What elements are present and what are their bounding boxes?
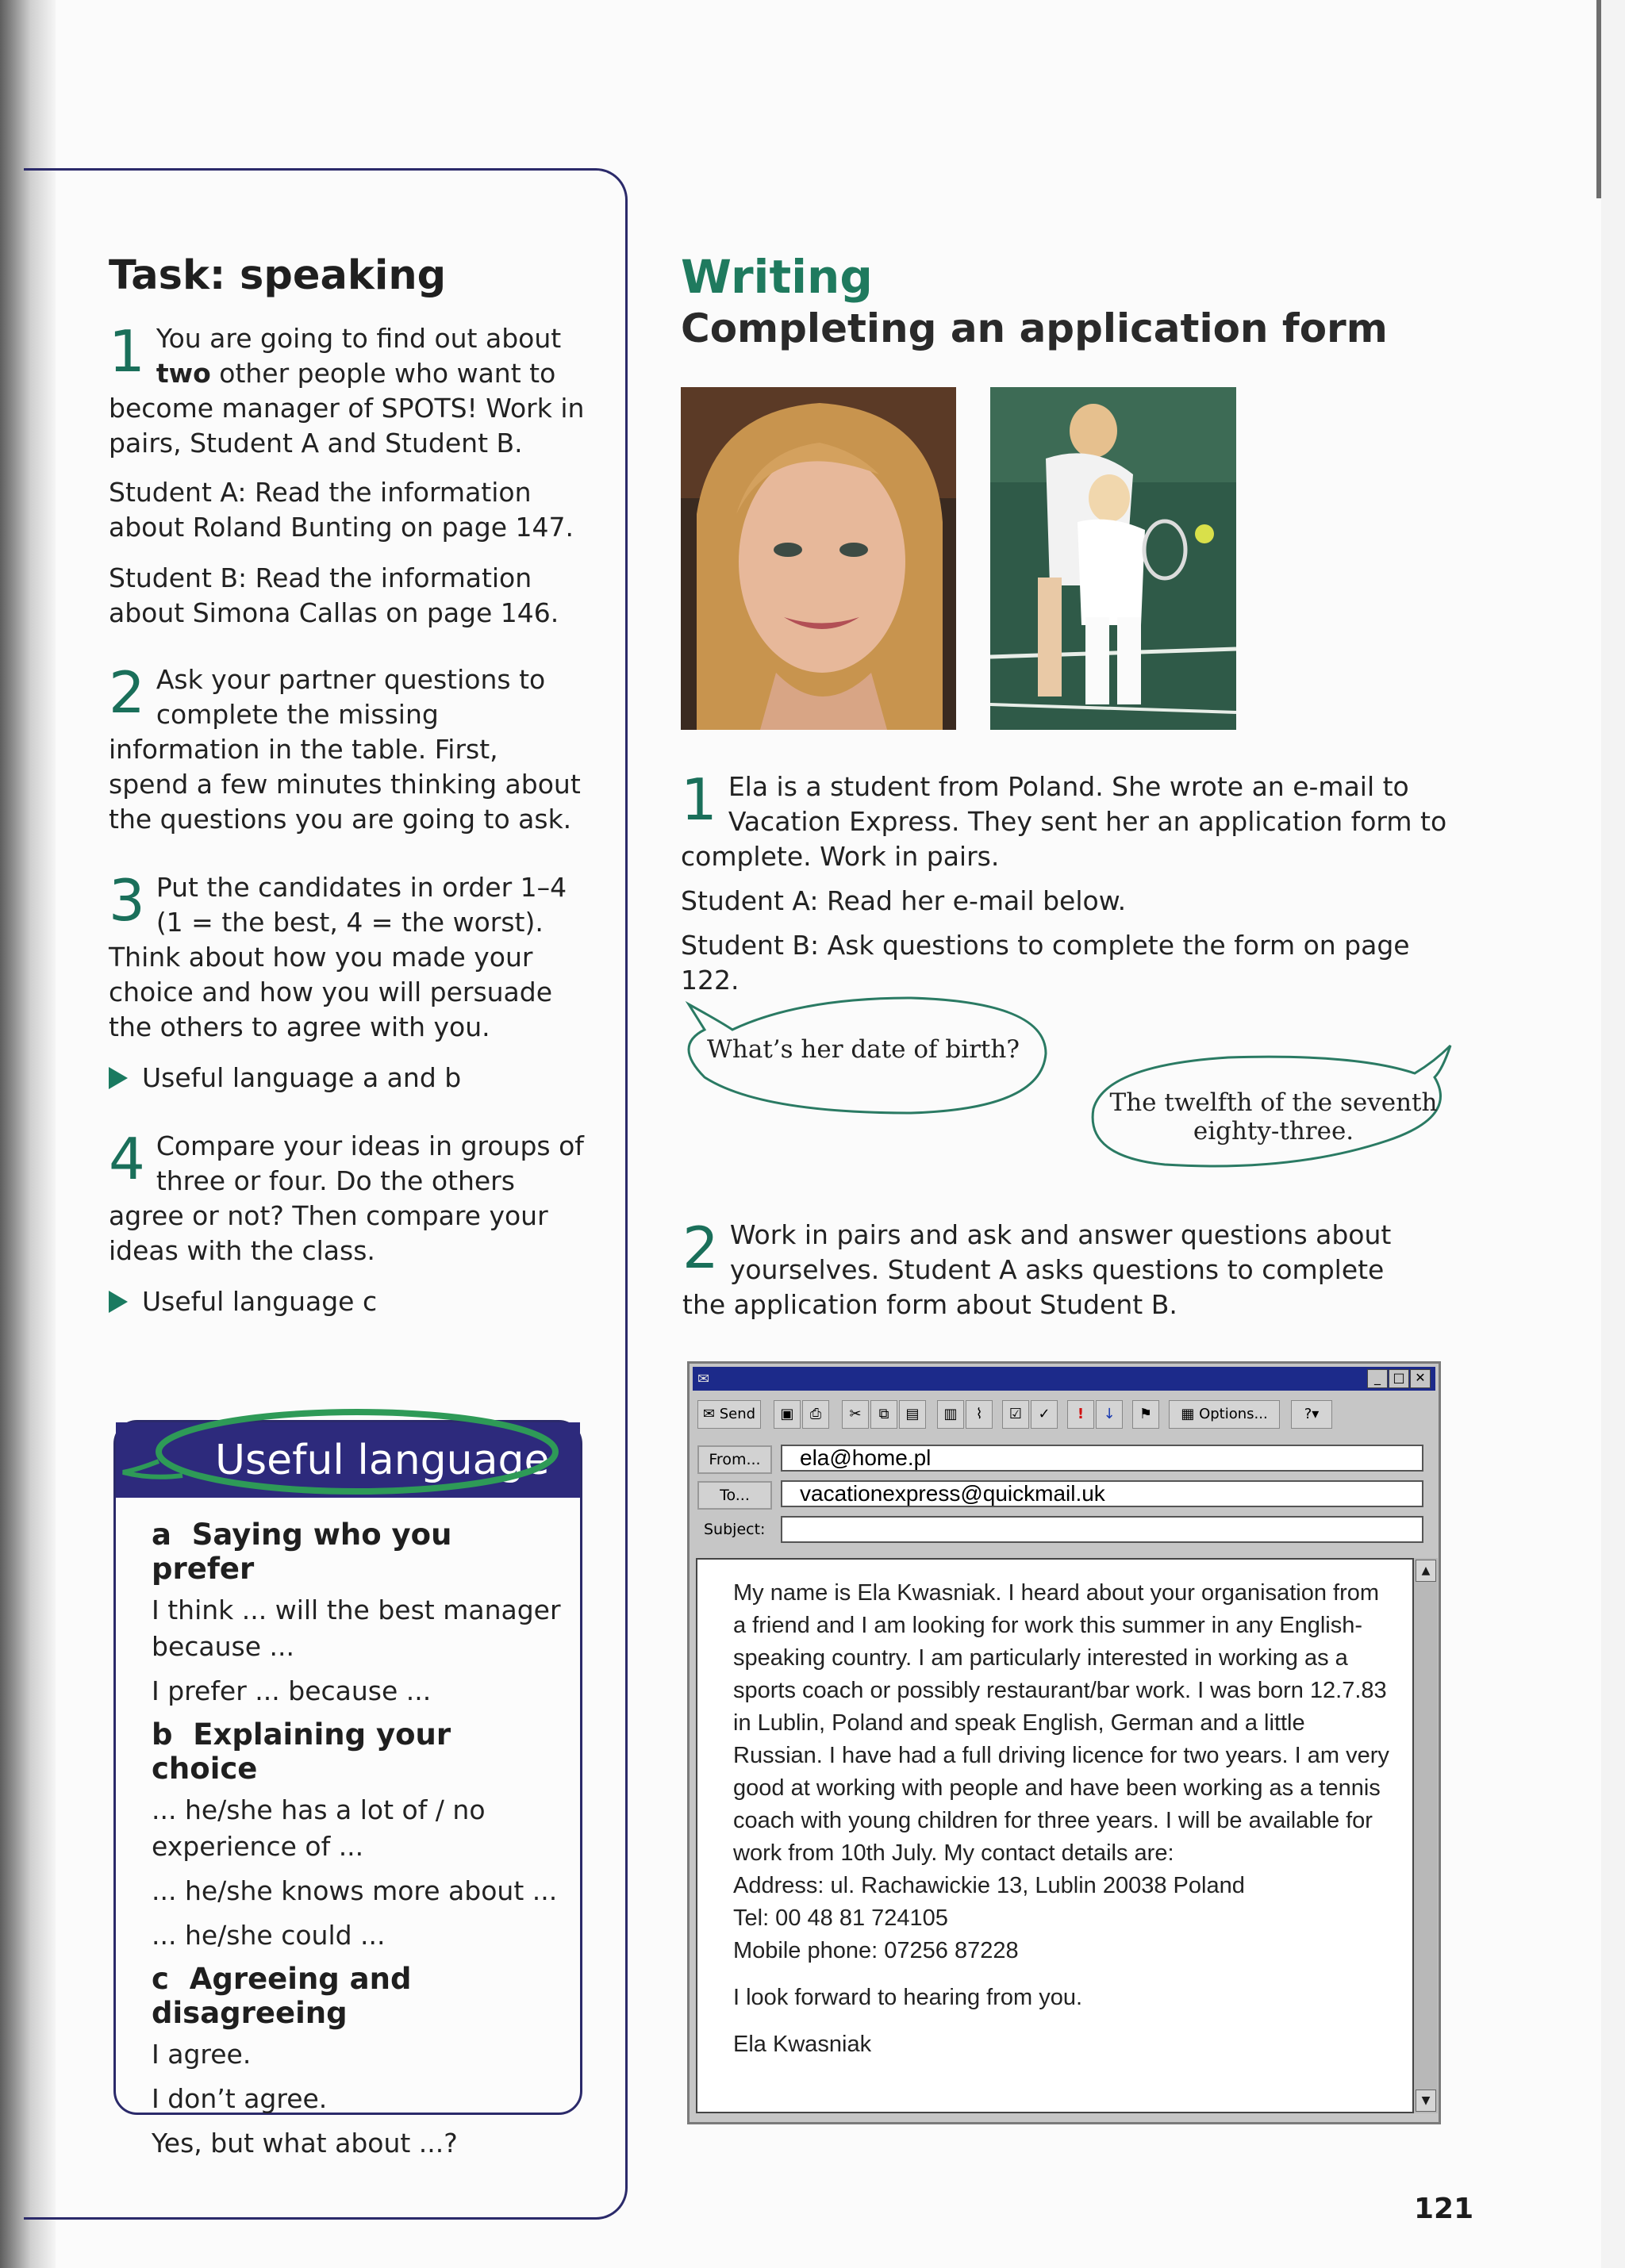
- arrow-right-icon: [109, 1067, 128, 1089]
- exercise-number: 2: [682, 1215, 719, 1281]
- answer-line-1: The twelfth of the seventh: [1109, 1088, 1438, 1117]
- send-icon: ✉: [702, 1406, 715, 1422]
- task-title: Task: speaking: [109, 252, 447, 299]
- useful-language-ref-ab: [109, 1061, 585, 1096]
- scroll-up-icon[interactable]: ▲: [1416, 1560, 1436, 1582]
- section-letter: c: [152, 1962, 169, 1996]
- section-letter: a: [152, 1518, 171, 1552]
- close-button[interactable]: ✕: [1410, 1369, 1431, 1388]
- subject-field[interactable]: [781, 1516, 1423, 1543]
- email-body-text: [733, 1577, 1392, 2061]
- phrase-item: I think ... will the best manager because ...: [152, 1595, 561, 1662]
- answer-line-2: eighty-three.: [1193, 1117, 1354, 1146]
- arrow-right-icon: [109, 1291, 128, 1313]
- phrase-item: I prefer ... because ...: [152, 1675, 432, 1706]
- email-body[interactable]: [696, 1558, 1414, 2113]
- useful-language-box: [113, 1420, 582, 2159]
- student-b-instruction: Student B: Read the information about Simona Callas on page 146.: [109, 562, 559, 628]
- portrait-photo: [681, 387, 956, 730]
- page-edge: [1601, 0, 1625, 2268]
- address-book-icon[interactable]: ▥: [937, 1400, 964, 1429]
- phrase-item: Yes, but what about ...?: [152, 2128, 458, 2159]
- task-step-3: [109, 867, 585, 1045]
- step-number: 2: [109, 659, 145, 726]
- help-icon[interactable]: ?▾: [1291, 1400, 1332, 1429]
- options-icon: ▦: [1181, 1406, 1195, 1422]
- task-step-1: [109, 318, 585, 461]
- phrase-item: I don’t agree.: [152, 2083, 328, 2114]
- section-letter: b: [152, 1717, 173, 1752]
- step-3-text: Put the candidates in order 1–4 (1 = the best, 4 = the worst). Think about how you made your choice and how you will persuade the others to agree with you.: [109, 872, 567, 1042]
- to-field[interactable]: vacationexpress@quickmail.uk: [781, 1480, 1423, 1507]
- vertical-scrollbar[interactable]: [1414, 1558, 1438, 2113]
- exercise-1-student-b: Student B: Ask questions to complete the form on page 122.: [681, 930, 1410, 996]
- task-step-2: [109, 659, 585, 837]
- email-paragraph: My name is Ela Kwasniak. I heard about your organisation from a friend and I am looking for work this summer in any English-speaking country. I am particularly interested in working as a sports coach or possibly restaurant/bar work. I was born 12.7.83 in Lublin, Poland and speak English, German and a little Russian. I have had a full driving licence for two years. I am very good at working with people and have been working as a tennis coach with young children for three years. I will be available for work from 10th July. My contact details are:: [733, 1580, 1389, 1866]
- step-1-text-b: other people who want to become manager of SPOTS! Work in pairs, Student A and Student B.: [109, 358, 585, 459]
- send-label: Send: [719, 1406, 756, 1422]
- step-1-text-a: You are going to find out about: [156, 323, 562, 354]
- step-number: 4: [109, 1126, 145, 1192]
- section-a-heading: [152, 1518, 564, 1586]
- flag-icon[interactable]: ⚑: [1132, 1400, 1159, 1429]
- email-closing: I look forward to hearing from you.: [733, 1985, 1083, 2010]
- email-signature: Ela Kwasniak: [733, 2032, 872, 2057]
- high-importance-icon[interactable]: !: [1067, 1400, 1094, 1429]
- minimize-button[interactable]: _: [1367, 1369, 1388, 1388]
- email-tel-line: Tel: 00 48 81 724105: [733, 1905, 948, 1931]
- section-c-heading: [152, 1962, 564, 2030]
- exercise-1-student-a: Student A: Read her e-mail below.: [681, 885, 1127, 916]
- step-1-bold: two: [156, 358, 211, 389]
- page-number: 121: [1414, 2193, 1474, 2225]
- exercise-1-body: [681, 766, 1474, 874]
- maximize-button[interactable]: □: [1389, 1369, 1409, 1388]
- useful-language-ref-label: Useful language a and b: [142, 1062, 462, 1093]
- step-1-text: [109, 318, 585, 461]
- page-edge-mark: [1596, 0, 1601, 198]
- writing-heading: Writing: [681, 250, 873, 304]
- email-mobile-line: Mobile phone: 07256 87228: [733, 1938, 1019, 1963]
- phrase-item: ... he/she could ...: [152, 1920, 386, 1951]
- exercise-2-text: Work in pairs and ask and answer questions about yourselves. Student A asks questions to complete the application form about Student B.: [682, 1219, 1392, 1320]
- envelope-icon: ✉: [697, 1371, 710, 1387]
- step-4-text: Compare your ideas in groups of three or four. Do the others agree or not? Then compare your ideas with the class.: [109, 1130, 584, 1266]
- paste-icon[interactable]: ▤: [899, 1400, 926, 1429]
- speech-bubble-question: What’s her date of birth?: [707, 1035, 1020, 1064]
- exercise-number: 1: [681, 766, 717, 833]
- options-label: Options...: [1199, 1406, 1268, 1422]
- phrase-item: ... he/she has a lot of / no experience of ...: [152, 1794, 486, 1862]
- student-a-instruction: Student A: Read the information about Roland Bunting on page 147.: [109, 477, 574, 543]
- email-toolbar: [694, 1397, 1432, 1432]
- task-step-4: [109, 1126, 585, 1268]
- spelling-icon[interactable]: ✓: [1031, 1400, 1058, 1429]
- step-2-text: Ask your partner questions to complete the missing information in the table. First, spend a few minutes thinking about the questions you are going to ask.: [109, 664, 581, 835]
- task-section: [109, 252, 585, 1319]
- attach-icon[interactable]: ⌇: [966, 1400, 993, 1429]
- useful-language-ref-label: Useful language c: [142, 1286, 378, 1317]
- cut-icon[interactable]: ✂: [842, 1400, 869, 1429]
- step-number: 1: [109, 318, 145, 385]
- step-number: 3: [109, 867, 145, 934]
- phrase-item: I agree.: [152, 2039, 252, 2070]
- from-button[interactable]: From...: [697, 1445, 772, 1474]
- phrase-item: ... he/she knows more about ...: [152, 1875, 558, 1906]
- section-c-label: Agreeing and disagreeing: [152, 1962, 412, 2030]
- subject-label: Subject:: [704, 1521, 766, 1538]
- exercise-1-text: Ela is a student from Poland. She wrote an e-mail to Vacation Express. They sent her an application form to complete. Work in pairs.: [681, 771, 1447, 872]
- to-button[interactable]: To...: [697, 1481, 772, 1510]
- useful-language-ref-c: [109, 1284, 585, 1319]
- section-b-label: Explaining your choice: [152, 1717, 451, 1786]
- email-window: [687, 1361, 1441, 2124]
- options-button[interactable]: [1169, 1400, 1280, 1429]
- scroll-down-icon[interactable]: ▼: [1416, 2090, 1436, 2112]
- speech-bubble-answer: [1095, 1088, 1452, 1146]
- title-swoosh-decoration: [111, 1396, 571, 1515]
- section-a-label: Saying who you prefer: [152, 1518, 452, 1586]
- low-importance-icon[interactable]: ↓: [1096, 1400, 1123, 1429]
- tennis-coach-photo: [990, 387, 1236, 730]
- exercise-1: [681, 766, 1474, 998]
- section-b-heading: [152, 1717, 564, 1786]
- send-button[interactable]: [697, 1400, 761, 1429]
- copy-icon[interactable]: ⧉: [870, 1400, 897, 1429]
- writing-subheading: Completing an application form: [681, 305, 1388, 351]
- email-title-bar: [693, 1367, 1435, 1391]
- from-field[interactable]: ela@home.pl: [781, 1445, 1423, 1472]
- exercise-2: [682, 1215, 1396, 1322]
- useful-language-title: Useful language: [215, 1437, 550, 1484]
- email-address-line: Address: ul. Rachawickie 13, Lublin 20038 Poland: [733, 1873, 1245, 1898]
- check-names-icon[interactable]: ☑: [1002, 1400, 1029, 1429]
- save-icon[interactable]: ▣: [774, 1400, 801, 1429]
- print-icon[interactable]: ⎙: [802, 1400, 829, 1429]
- useful-language-content: [152, 1518, 564, 2170]
